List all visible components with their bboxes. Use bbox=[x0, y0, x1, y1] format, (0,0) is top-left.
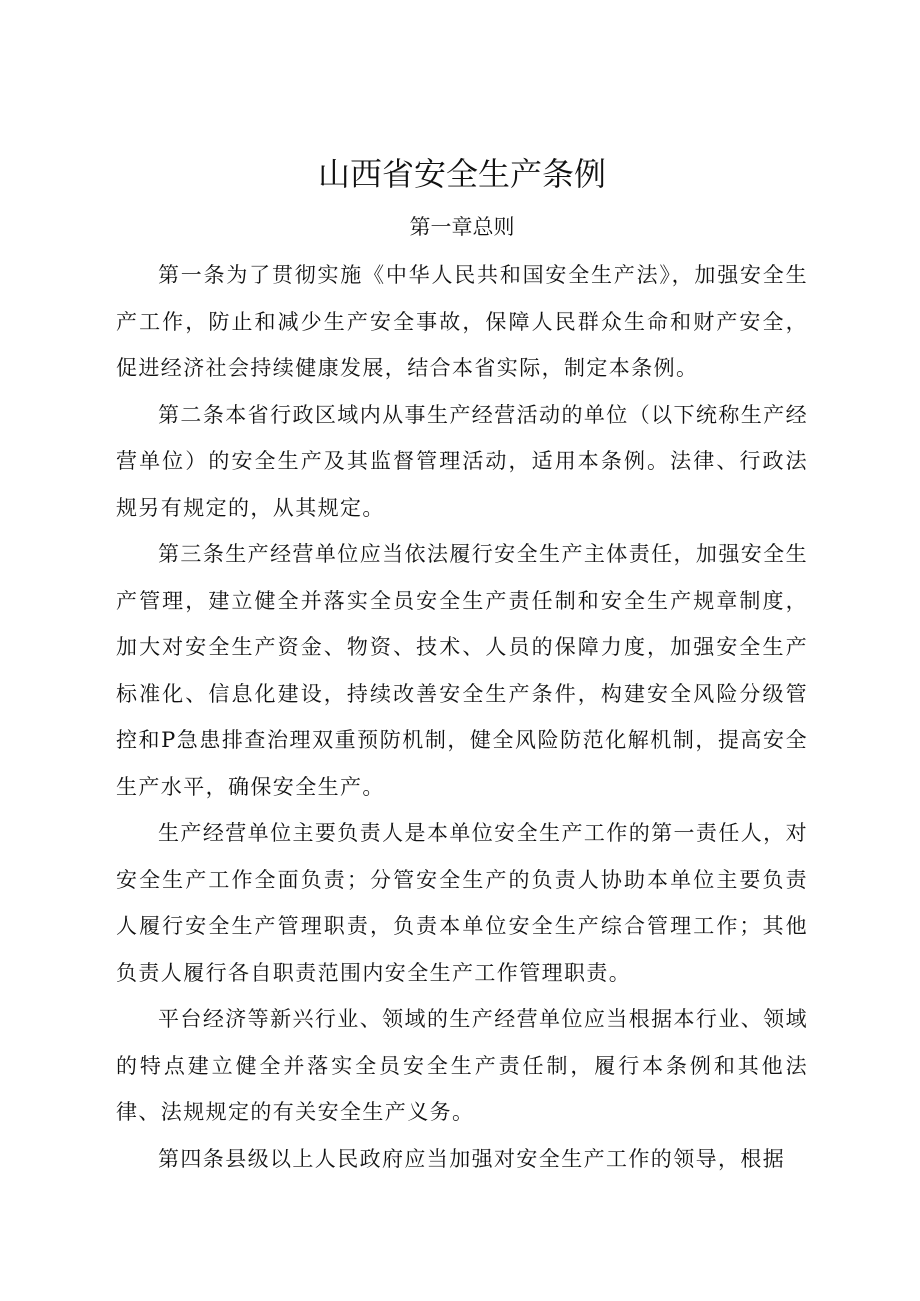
paragraph-article-3-principal-responsibility: 生产经营单位主要负责人是本单位安全生产工作的第一责任人，对安全生产工作全面负责；分管安全生产的负责人协助本单位主要负责人履行安全生产管理职责，负责本单位安全生产综合管理工作；其他负责人履行各自职责范围内安全生产工作管理职责。 bbox=[116, 821, 808, 985]
paragraph-article-2: 第二条本省行政区域内从事生产经营活动的单位（以下统称生产经营单位）的安全生产及其监督管理活动，适用本条例。法律、行政法规另有规定的，从其规定。 bbox=[116, 402, 808, 520]
paragraph-article-3: 第三条生产经营单位应当依法履行安全生产主体责任，加强安全生产管理，建立健全并落实全员安全生产责任制和安全生产规章制度，加大对安全生产资金、物资、技术、人员的保障力度，加强安全生产标准化、信息化建设，持续改善安全生产条件，构建安全风险分级管控和P急患排查治理双重预防机制，健全风险防范化解机制，提高安全生产水平，确保安全生产。 bbox=[116, 542, 808, 799]
chapter-heading: 第一章总则 bbox=[409, 215, 515, 239]
paragraph-article-4: 第四条县级以上人民政府应当加强对安全生产工作的领导，根据 bbox=[158, 1146, 786, 1171]
paragraph-article-3-platform-economy: 平台经济等新兴行业、领域的生产经营单位应当根据本行业、领域的特点建立健全并落实全员安全生产责任制，履行本条例和其他法律、法规规定的有关安全生产义务。 bbox=[116, 1007, 808, 1124]
document-title: 山西省安全生产条例 bbox=[317, 155, 606, 193]
paragraph-article-1: 第一条为了贯彻实施《中华人民共和国安全生产法》，加强安全生产工作，防止和减少生产安全事故，保障人民群众生命和财产安全，促进经济社会持续健康发展，结合本省实际，制定本条例。 bbox=[116, 263, 808, 380]
